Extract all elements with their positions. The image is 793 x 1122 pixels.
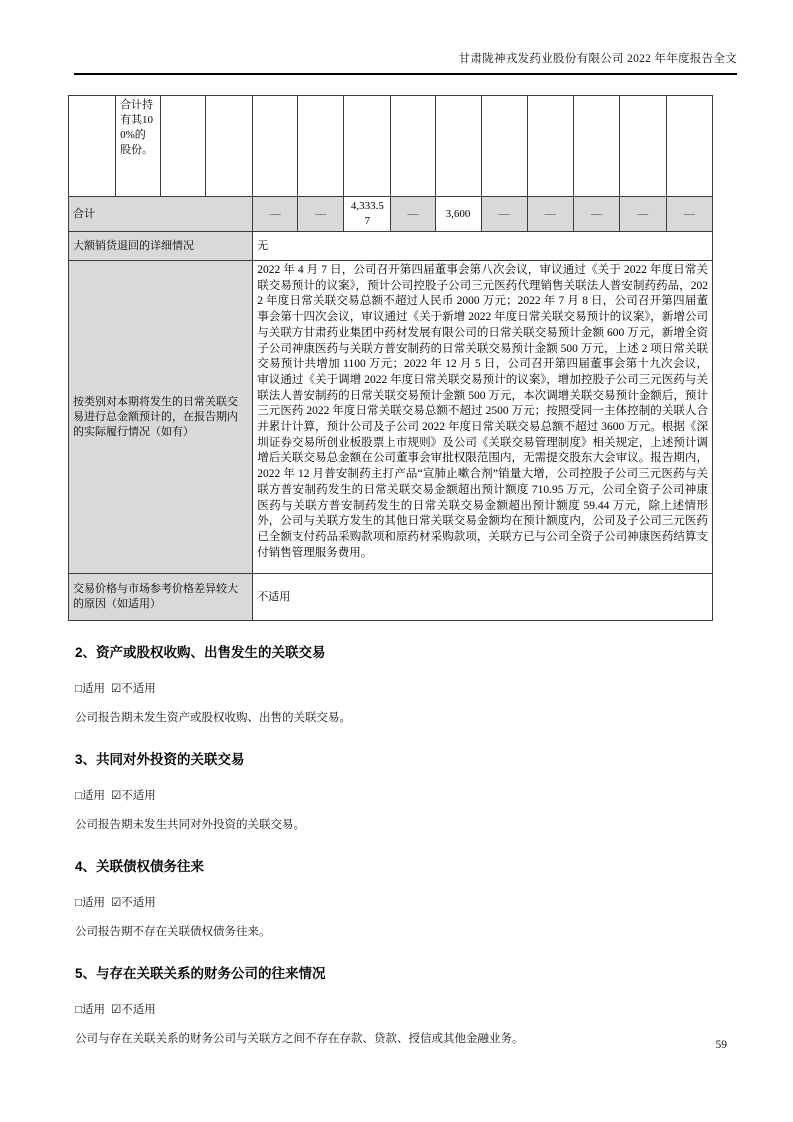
section-finance-company <box>75 962 737 1046</box>
performance-paragraph: 2022 年 4 月 7 日，公司召开第四届董事会第八次会议，审议通过《关于 2022 年度日常关联交易预计的议案》，预计公司控股子公司三元医药代理销售关联法人普安制药药品，2022 年度日常关联交易总额不超过人民币 2000 万元；2022 年 7 月 8 日，公司召开第四届董事会第十四次会议，审议通过《关于新增 2022 年度日常关联交易预计的议案》，新增公司与关联方甘肃药业集团中药材发展有限公司的日常关联交易预计金额 600 万元，新增全资子公司神康医药与关联方普安制药的日常关联交易预计金额 500 万元，上述 2 项日常关联交易预计共增加 1100 万元；2022 年 12 月 5 日，公司召开第四届董事会第十九次会议，审议通过《关于调增 2022 年度日常关联交易预计的议案》，增加控股子公司三元医药与关联法人普安制药的日常关联交易预计金额 500 万元，本次调增关联交易预计金额后，预计三元医药 2022 年度日常关联交易总额不超过 2500 万元；按照受同一主体控制的关联人合并累计计算，预计公司及子公司 2022 年度日常关联交易总额不超过 3600 万元。根据《深圳证券交易所创业板股票上市规则》及公司《关联交易管理制度》相关规定，上述预计调增后关联交易总金额在公司董事会审批权限范围内，无需提交股东大会审议。报告期内，2022 年 12 月普安制药主打产品“宣肺止嗽合剂”销量大增，公司控股子公司三元医药与关联方普安制药发生的日常关联交易金额超出预计额度 710.95 万元，公司全资子公司神康医药与关联方普安制药发生的日常关联交易金额超出预计额度 59.44 万元，除上述情形外，公司与关联方发生的其他日常关联交易金额均在预计额度内，公司及子公司三元医药已全额支付药品采购款项和原药材采购款项，关联方已与公司全资子公司神康医药结算支付销售管理服务费用。 <box>257 264 708 559</box>
not-applicable-label: 不适用 <box>121 1004 156 1016</box>
not-applicable-option <box>111 1004 156 1016</box>
section-heading: 2、资产或股权收购、出售发生的关联交易 <box>75 645 326 660</box>
page-number: 59 <box>715 1039 727 1051</box>
sections-container <box>0 621 793 1046</box>
section-body: 公司报告期不存在关联债权债务往来。 <box>75 926 271 938</box>
total-cell: — <box>253 197 298 232</box>
table-container <box>0 75 793 621</box>
sales-returns-label: 大额销货退回的详细情况 <box>69 232 253 261</box>
applicable-option <box>75 897 105 909</box>
empty-cell <box>527 96 573 197</box>
table-row-sales-returns <box>69 232 713 261</box>
applicability-line <box>75 1001 737 1017</box>
unchecked-checkbox-icon: □ <box>75 790 82 802</box>
page-header <box>0 0 793 75</box>
header-title: 甘肃陇神戎发药业股份有限公司 2022 年年度报告全文 <box>458 53 737 65</box>
empty-cell <box>69 96 116 197</box>
unchecked-checkbox-icon: □ <box>75 1004 82 1016</box>
applicable-label: 适用 <box>81 897 105 909</box>
performance-label: 按类别对本期将发生的日常关联交易进行总金额预计的，在报告期内的实际履行情况（如有） <box>69 261 253 574</box>
approved-amount-cell: 3,600 <box>435 197 481 232</box>
applicability-line <box>75 787 737 803</box>
section-body: 公司报告期未发生共同对外投资的关联交易。 <box>75 819 305 831</box>
total-cell: — <box>666 197 712 232</box>
section-heading: 3、共同对外投资的关联交易 <box>75 752 245 767</box>
ownership-note-cell: 合计持有其100%的股份。 <box>116 96 161 197</box>
total-cell: — <box>619 197 666 232</box>
applicable-label: 适用 <box>81 790 105 802</box>
total-cell: — <box>391 197 435 232</box>
applicable-option <box>75 683 105 695</box>
table-row-total <box>69 197 713 232</box>
empty-cell <box>481 96 527 197</box>
empty-cell <box>435 96 481 197</box>
checked-checkbox-icon: ☑ <box>110 790 122 802</box>
section-asset-equity-transactions <box>75 641 737 725</box>
empty-cell <box>206 96 253 197</box>
section-joint-investment <box>75 748 737 832</box>
not-applicable-label: 不适用 <box>121 790 156 802</box>
not-applicable-option <box>111 790 156 802</box>
price-difference-label: 交易价格与市场参考价格差异较大的原因（如适用） <box>69 574 253 621</box>
total-cell: — <box>527 197 573 232</box>
applicability-line <box>75 680 737 696</box>
total-amount-cell: 4,333.57 <box>344 197 391 232</box>
not-applicable-label: 不适用 <box>121 683 156 695</box>
unchecked-checkbox-icon: □ <box>75 683 82 695</box>
related-transactions-table <box>68 95 713 621</box>
empty-cell <box>573 96 619 197</box>
performance-value <box>253 261 713 574</box>
section-heading: 4、关联债权债务往来 <box>75 859 205 874</box>
section-heading: 5、与存在关联关系的财务公司的往来情况 <box>75 966 326 981</box>
empty-cell <box>391 96 435 197</box>
empty-cell <box>619 96 666 197</box>
empty-cell <box>161 96 206 197</box>
checked-checkbox-icon: ☑ <box>110 897 122 909</box>
section-creditor-debtor <box>75 855 737 939</box>
total-cell: — <box>481 197 527 232</box>
empty-cell <box>666 96 712 197</box>
price-difference-value: 不适用 <box>253 574 713 621</box>
applicability-line <box>75 894 737 910</box>
table-row-price-difference <box>69 574 713 621</box>
unchecked-checkbox-icon: □ <box>75 897 82 909</box>
applicable-option <box>75 790 105 802</box>
section-body: 公司与存在关联关系的财务公司与关联方之间不存在存款、贷款、授信或其他金融业务。 <box>75 1033 524 1045</box>
checked-checkbox-icon: ☑ <box>110 1004 122 1016</box>
section-body: 公司报告期未发生资产或股权收购、出售的关联交易。 <box>75 712 351 724</box>
table-row-performance <box>69 261 713 574</box>
applicable-option <box>75 1004 105 1016</box>
not-applicable-option <box>111 897 156 909</box>
not-applicable-option <box>111 683 156 695</box>
table-row-note <box>69 96 713 197</box>
total-cell: — <box>573 197 619 232</box>
applicable-label: 适用 <box>81 1004 105 1016</box>
applicable-label: 适用 <box>81 683 105 695</box>
empty-cell <box>253 96 298 197</box>
empty-cell <box>298 96 344 197</box>
total-row-label: 合计 <box>69 197 253 232</box>
sales-returns-value: 无 <box>253 232 713 261</box>
total-cell: — <box>298 197 344 232</box>
empty-cell <box>344 96 391 197</box>
not-applicable-label: 不适用 <box>121 897 156 909</box>
checked-checkbox-icon: ☑ <box>110 683 122 695</box>
